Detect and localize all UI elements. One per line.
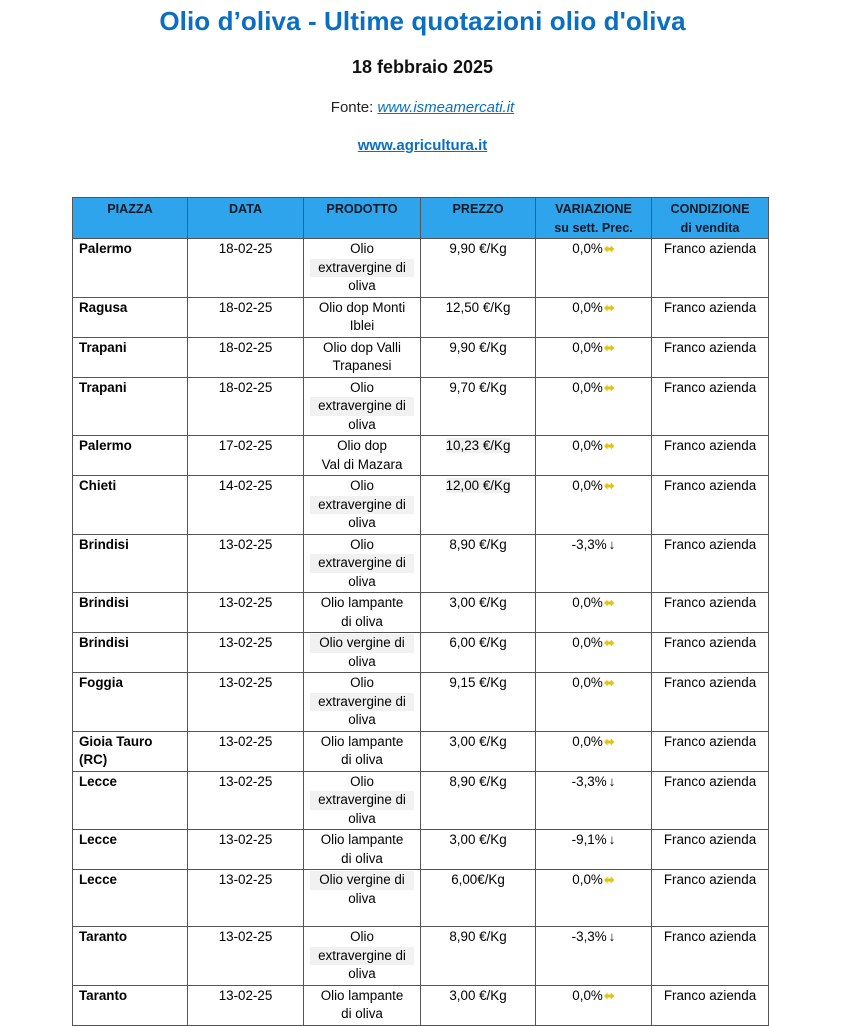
header-prodotto: PRODOTTO [304,198,421,239]
cell-data: 13-02-25 [188,870,304,927]
stable-arrow-icon: ⬌ [603,438,615,453]
stable-arrow-icon: ⬌ [603,987,615,1003]
cell-data: 13-02-25 [188,927,304,986]
report-date: 18 febbraio 2025 [351,57,494,77]
cell-piazza [73,534,188,593]
cell-piazza [73,593,188,633]
table-row [73,633,769,673]
prodotto-line: oliva [348,653,376,669]
prodotto-line: Olio lampante [320,733,404,749]
cell-condizione: Franco azienda [652,377,769,436]
cell-variazione [536,297,652,337]
prodotto-line: oliva [348,515,376,530]
prodotto-line: Olio dop Valli [323,339,401,355]
variazione-value: 0,0% [572,339,603,355]
cell-piazza [73,830,188,870]
table-header-row [73,198,769,239]
piazza-line: Lecce [79,773,117,789]
prezzo-value: 3,00 €/Kg [449,733,507,749]
piazza-line: Trapani [79,379,127,395]
piazza-line: Lecce [79,832,117,847]
prodotto-line: Olio lampante [320,832,404,847]
prezzo-value: 8,90 €/Kg [449,773,507,789]
cell-condizione: Franco azienda [652,534,769,593]
cell-variazione [536,476,652,535]
prezzo-value: 8,90 €/Kg [449,929,507,944]
header-variazione-line2: su sett. Prec. [554,220,633,235]
table-row [73,870,769,927]
variazione-value: 0,0% [572,595,603,610]
cell-piazza [73,337,188,377]
cell-data: 13-02-25 [188,633,304,673]
prodotto-line: oliva [348,966,376,981]
cell-variazione [536,436,652,476]
cell-condizione: Franco azienda [652,239,769,298]
cell-prodotto [304,985,421,1025]
variazione-value: 0,0% [572,379,603,395]
cell-data: 18-02-25 [188,297,304,337]
cell-prodotto [304,476,421,535]
cell-prodotto [304,731,421,771]
cell-piazza [73,377,188,436]
variazione-value: -9,1% [571,832,607,847]
variazione-value: 0,0% [572,438,603,453]
prezzo-value: 6,00 €/Kg [449,635,507,650]
prodotto-line: extravergine di [310,693,414,712]
prodotto-line: oliva [348,278,376,293]
down-arrow-icon: ↓ [608,773,616,789]
cell-variazione [536,534,652,593]
prodotto-line: Olio [350,478,374,493]
variazione-value: -3,3% [571,536,607,552]
cell-piazza [73,771,188,830]
cell-prezzo [421,633,536,673]
cell-condizione: Franco azienda [652,927,769,986]
cell-data: 13-02-25 [188,771,304,830]
piazza-line: (RC) [79,752,108,767]
prodotto-line: extravergine di [310,397,414,416]
cell-prodotto [304,771,421,830]
prodotto-line: Olio [350,241,374,256]
prodotto-line: Olio [350,773,374,789]
prodotto-line: Olio lampante [320,987,404,1003]
variazione-value: 0,0% [572,675,603,690]
site-line [0,137,845,154]
prodotto-line: di oliva [341,850,383,866]
stable-arrow-icon: ⬌ [603,595,615,610]
cell-prodotto [304,239,421,298]
cell-prezzo [421,436,536,476]
table-row [73,731,769,771]
cell-prodotto [304,534,421,593]
cell-data: 13-02-25 [188,593,304,633]
stable-arrow-icon: ⬌ [603,339,615,355]
stable-arrow-icon: ⬌ [603,478,615,493]
prodotto-line: Iblei [349,318,375,333]
cell-condizione: Franco azienda [652,297,769,337]
cell-condizione: Franco azienda [652,476,769,535]
prezzo-value: 3,00 €/Kg [449,595,507,610]
page-title: Olio d’oliva - Ultime quotazioni olio d'oliva [159,6,686,36]
cell-prezzo [421,337,536,377]
source-link[interactable]: www.ismeamercati.it [377,99,515,116]
cell-prodotto [304,633,421,673]
prodotto-line: Olio dop Monti [318,299,406,315]
cell-condizione: Franco azienda [652,771,769,830]
prezzo-value: 9,90 €/Kg [449,241,507,256]
piazza-line: Taranto [79,987,128,1003]
stable-arrow-icon: ⬌ [603,733,615,749]
piazza-line: Palermo [79,438,132,453]
prezzo-value: 10,23 €/Kg [445,438,511,453]
table-row [73,673,769,732]
variazione-value: -3,3% [571,929,607,944]
down-arrow-icon: ↓ [608,929,616,944]
cell-piazza [73,731,188,771]
price-table [72,197,769,1026]
cell-variazione [536,771,652,830]
stable-arrow-icon: ⬌ [603,241,615,256]
stable-arrow-icon: ⬌ [603,299,615,315]
source-label: Fonte: [330,99,374,116]
stable-arrow-icon: ⬌ [603,635,615,650]
cell-prodotto [304,593,421,633]
header-variazione [536,198,652,239]
cell-prezzo [421,239,536,298]
prezzo-value: 9,15 €/Kg [449,675,507,690]
cell-condizione: Franco azienda [652,436,769,476]
site-link[interactable]: www.agricultura.it [357,137,488,154]
cell-piazza [73,673,188,732]
piazza-line: Brindisi [79,595,129,610]
cell-prezzo [421,985,536,1025]
cell-prezzo [421,534,536,593]
piazza-line: Foggia [79,675,123,690]
table-row [73,337,769,377]
cell-prezzo [421,771,536,830]
table-row [73,830,769,870]
cell-piazza [73,436,188,476]
prodotto-line: extravergine di [310,496,414,515]
prodotto-line: Trapanesi [332,358,392,373]
prodotto-line: Olio vergine di [310,634,414,653]
cell-condizione: Franco azienda [652,337,769,377]
variazione-value: 0,0% [572,635,603,650]
cell-variazione [536,239,652,298]
cell-variazione [536,985,652,1025]
piazza-line: Gioia Tauro [79,733,153,749]
cell-condizione: Franco azienda [652,731,769,771]
header-piazza: PIAZZA [73,198,188,239]
prodotto-line: di oliva [341,1006,383,1021]
cell-data: 13-02-25 [188,830,304,870]
prodotto-line: oliva [348,890,376,906]
prodotto-line: oliva [348,810,376,826]
cell-prezzo [421,297,536,337]
prezzo-value: 3,00 €/Kg [449,987,507,1003]
table-row [73,771,769,830]
cell-condizione: Franco azienda [652,985,769,1025]
table-row [73,593,769,633]
cell-condizione: Franco azienda [652,870,769,927]
variazione-value: 0,0% [572,872,603,887]
variazione-value: 0,0% [572,299,603,315]
stable-arrow-icon: ⬌ [603,675,615,690]
piazza-line: Palermo [79,241,132,256]
cell-condizione: Franco azienda [652,593,769,633]
cell-variazione [536,377,652,436]
cell-prodotto [304,377,421,436]
cell-piazza [73,985,188,1025]
piazza-line: Lecce [79,872,117,887]
cell-data: 17-02-25 [188,436,304,476]
piazza-line: Trapani [79,339,127,355]
cell-prezzo [421,830,536,870]
table-row [73,985,769,1025]
piazza-line: Ragusa [79,299,128,315]
header-variazione-line1: VARIAZIONE [555,202,632,216]
prodotto-line: extravergine di [310,947,414,966]
variazione-value: 0,0% [572,241,603,256]
prodotto-line: Val di Mazara [321,456,403,472]
piazza-line: Brindisi [79,536,129,552]
variazione-value: 0,0% [572,733,603,749]
table-row [73,436,769,476]
prodotto-line: Olio [350,379,374,395]
cell-variazione [536,830,652,870]
cell-prodotto [304,673,421,732]
cell-prezzo [421,593,536,633]
table-row [73,927,769,986]
cell-data: 13-02-25 [188,985,304,1025]
stable-arrow-icon: ⬌ [603,872,615,887]
cell-variazione [536,673,652,732]
piazza-line: Brindisi [79,635,129,650]
prodotto-line: extravergine di [310,259,414,278]
cell-prezzo [421,870,536,927]
header-data: DATA [188,198,304,239]
prodotto-line: Olio lampante [320,595,404,610]
cell-prodotto [304,927,421,986]
header-prezzo: PREZZO [421,198,536,239]
cell-piazza [73,927,188,986]
header-condizione [652,198,769,239]
variazione-value: 0,0% [572,987,603,1003]
table-row [73,377,769,436]
cell-piazza [73,633,188,673]
prodotto-line: extravergine di [310,791,414,810]
cell-piazza [73,239,188,298]
table-row [73,476,769,535]
cell-variazione [536,633,652,673]
prezzo-value: 12,50 €/Kg [445,299,511,315]
cell-data: 18-02-25 [188,377,304,436]
piazza-line: Chieti [79,478,117,493]
cell-prodotto [304,297,421,337]
prezzo-value: 9,90 €/Kg [449,339,507,355]
prodotto-line: oliva [348,712,376,727]
cell-data: 14-02-25 [188,476,304,535]
cell-prezzo [421,927,536,986]
stable-arrow-icon: ⬌ [603,379,615,395]
cell-piazza [73,297,188,337]
table-row [73,297,769,337]
variazione-value: 0,0% [572,478,603,493]
table-row [73,239,769,298]
prodotto-line: di oliva [341,752,383,767]
source-line [0,99,845,116]
prodotto-line: Olio vergine di [310,871,414,890]
cell-piazza [73,476,188,535]
prezzo-value: 3,00 €/Kg [449,832,507,847]
header-condizione-line2: di vendita [680,220,740,235]
variazione-value: -3,3% [571,773,607,789]
cell-prodotto [304,870,421,927]
cell-data: 13-02-25 [188,534,304,593]
prodotto-line: Olio dop [337,438,387,453]
cell-variazione [536,870,652,927]
piazza-line: Taranto [79,929,128,944]
prodotto-line: extravergine di [310,554,414,573]
prezzo-value: 9,70 €/Kg [449,379,507,395]
cell-variazione [536,927,652,986]
table-row [73,534,769,593]
prodotto-line: Olio [350,929,374,944]
prezzo-value: 8,90 €/Kg [449,536,507,552]
cell-data: 13-02-25 [188,731,304,771]
cell-prodotto [304,830,421,870]
cell-piazza [73,870,188,927]
cell-variazione [536,337,652,377]
prodotto-line: oliva [348,573,376,589]
cell-data: 18-02-25 [188,337,304,377]
prezzo-value: 6,00€/Kg [451,872,505,887]
cell-prezzo [421,377,536,436]
cell-condizione: Franco azienda [652,830,769,870]
prodotto-line: di oliva [341,613,383,629]
cell-data: 18-02-25 [188,239,304,298]
cell-prezzo [421,731,536,771]
header-condizione-line1: CONDIZIONE [670,202,750,216]
prodotto-line: Olio [350,536,374,552]
cell-prodotto [304,337,421,377]
cell-variazione [536,731,652,771]
prodotto-line: Olio [350,675,374,690]
prezzo-value: 12,00 €/Kg [445,478,511,493]
down-arrow-icon: ↓ [608,536,616,552]
cell-condizione: Franco azienda [652,633,769,673]
cell-data: 13-02-25 [188,673,304,732]
cell-prodotto [304,436,421,476]
prodotto-line: oliva [348,416,376,432]
cell-prezzo [421,476,536,535]
down-arrow-icon: ↓ [608,832,616,847]
cell-prezzo [421,673,536,732]
cell-condizione: Franco azienda [652,673,769,732]
cell-variazione [536,593,652,633]
